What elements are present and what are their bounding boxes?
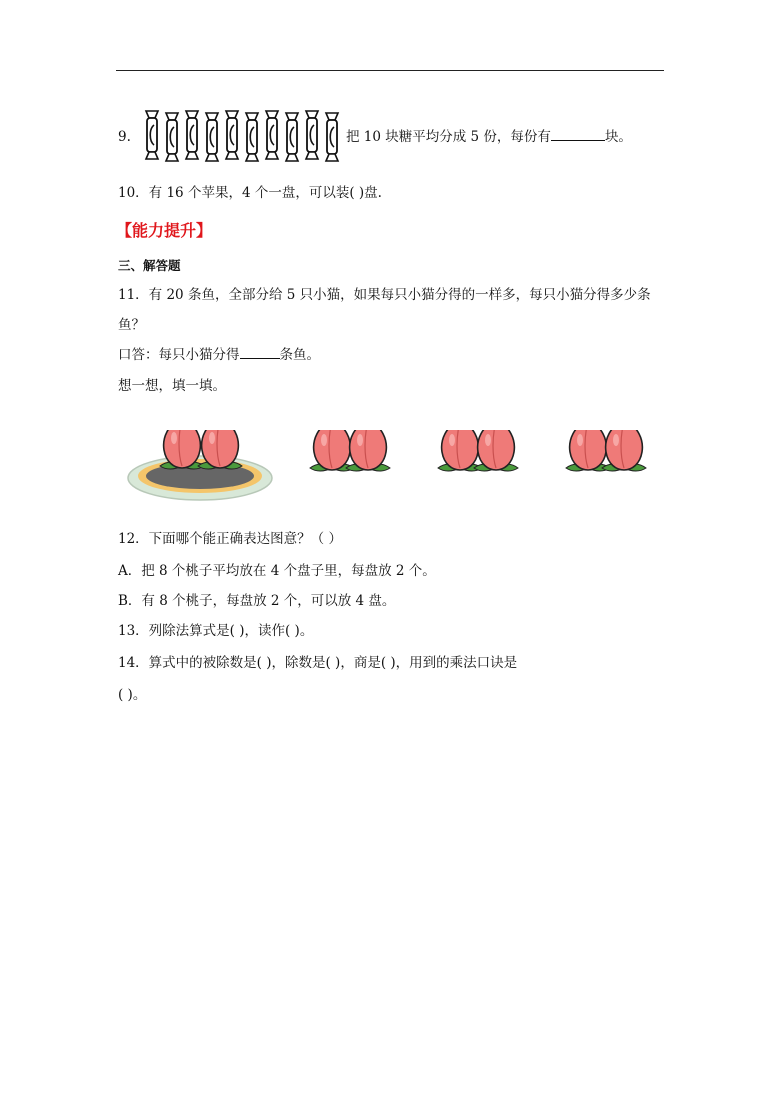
wrapped-candy-icon: [166, 113, 178, 161]
wrapped-candy-icon: [326, 113, 338, 161]
peach-icon: [202, 430, 239, 468]
section-three-heading: 三、解答题: [118, 258, 181, 273]
wrapped-candy-icon: [226, 111, 238, 159]
wrapped-candy-icon: [286, 113, 298, 161]
peach-icon: [314, 430, 351, 470]
plate-icon: [128, 456, 272, 500]
q13-text: 13．列除法算式是( )，读作( )。: [118, 623, 314, 639]
q12-text: 12．下面哪个能正确表达图意？（ ）: [118, 531, 342, 547]
q12-option-a[interactable]: A．把 8 个桃子平均放在 4 个盘子里，每盘放 2 个。: [118, 563, 436, 579]
q14-line1: 14．算式中的被除数是( )，除数是( )，商是( )，用到的乘法口诀是: [118, 655, 518, 671]
wrapped-candy-icon: [266, 111, 278, 159]
q11-answer-blank[interactable]: [240, 346, 280, 359]
peach-icon: [570, 430, 607, 470]
q14-line2: ( )。: [118, 687, 147, 703]
q9-text-a: 把 10 块糖平均分成 5 份，每份有: [346, 129, 551, 145]
q9-number: 9.: [118, 129, 131, 145]
q11-answer-b: 条鱼。: [279, 347, 320, 363]
section-ability-heading: 【能力提升】: [116, 221, 213, 240]
think-prompt: 想一想，填一填。: [118, 378, 226, 394]
q10-text: 10．有 16 个苹果，4 个一盘，可以装( )盘.: [118, 185, 382, 201]
wrapped-candy-icon: [246, 113, 258, 161]
peach-icon: [478, 430, 515, 470]
q12-option-b[interactable]: B．有 8 个桃子，每盘放 2 个，可以放 4 盘。: [118, 593, 396, 609]
peach-icon: [606, 430, 643, 470]
peach-icon: [350, 430, 387, 470]
q11-answer: [118, 346, 320, 364]
header-rule: [116, 70, 664, 71]
peach-icon: [442, 430, 479, 470]
q9-text: [346, 128, 632, 146]
peach-illustration: [122, 430, 652, 510]
q9-text-b: 块。: [604, 129, 632, 145]
wrapped-candy-icon: [306, 111, 318, 159]
q11-line1: 11．有 20 条鱼，全部分给 5 只小猫，如果每只小猫分得的一样多，每只小猫分得多少条: [118, 287, 651, 303]
q11-line2: 鱼？: [118, 317, 145, 333]
q9-answer-blank[interactable]: [551, 128, 605, 141]
peach-group-3: [438, 430, 518, 471]
wrapped-candy-icon: [146, 111, 158, 159]
peach-icon: [164, 430, 201, 468]
q11-answer-a: 口答：每只小猫分得: [118, 347, 240, 363]
wrapped-candy-icon: [206, 113, 218, 161]
candy-row: [143, 107, 343, 165]
wrapped-candy-icon: [186, 111, 198, 159]
peach-group-4: [566, 430, 646, 471]
peach-group-2: [310, 430, 390, 471]
